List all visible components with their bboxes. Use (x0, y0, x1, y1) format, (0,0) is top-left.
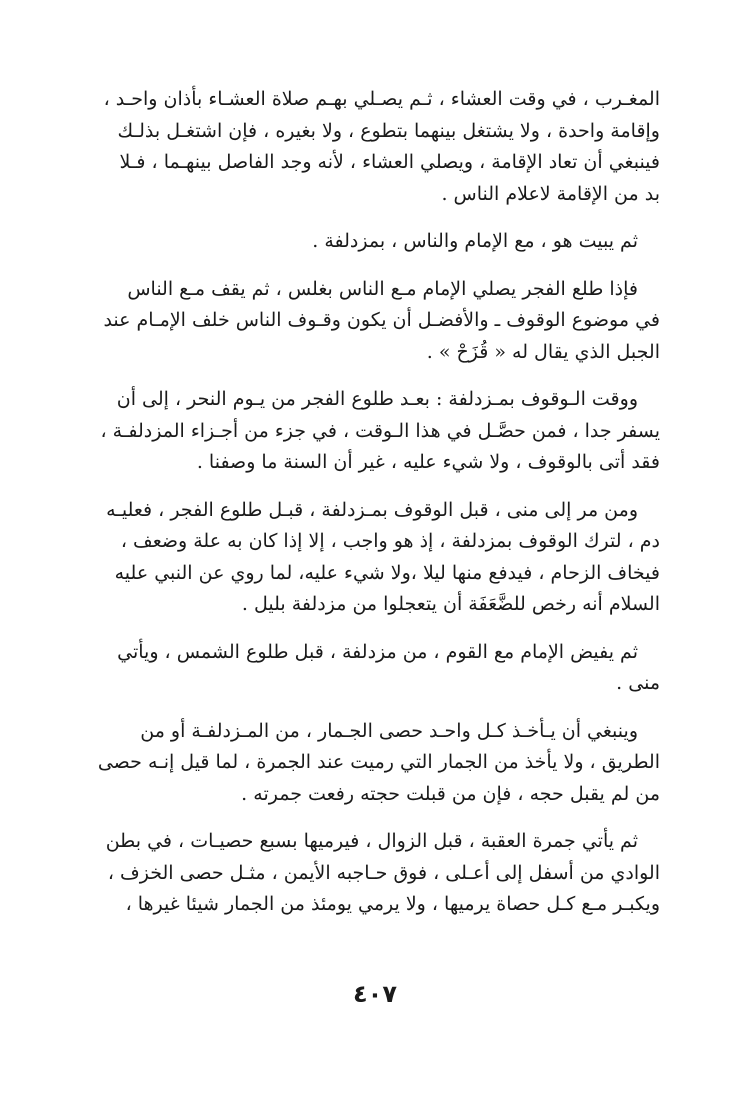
paragraph (78, 384, 660, 479)
text-line: فقد أتى بالوقوف ، ولا شيء عليه ، غير أن السنة ما وصفنا . (196, 451, 660, 473)
text-line: منى . (616, 672, 660, 694)
text-line: الوادي من أسفل إلى أعـلى ، فوق حـاجبه الأيمن ، مثـل حصى الخزف ، (107, 861, 660, 884)
paragraph (78, 495, 660, 621)
text-line: الجبل الذي يقال له « قُزَحْ » . (426, 340, 660, 363)
page-body-text (78, 84, 660, 937)
text-line: ثم يأتي جمرة العقبة ، قبل الزوال ، فيرميها بسبع حصيـات ، في بطن (105, 830, 638, 852)
paragraph (78, 826, 660, 921)
text-line: ثم يفيض الإمام مع القوم ، من مزدلفة ، قبل طلوع الشمس ، ويأتي (117, 640, 638, 663)
text-line: فإذا طلع الفجر يصلي الإمام مـع الناس بغلس ، ثم يقف مـع الناس (127, 277, 638, 300)
text-line: ووقت الـوقوف بمـزدلفة : بعـد طلوع الفجر من يـوم النحر ، إلى أن (116, 388, 638, 410)
page-number: ٤٠٧ (353, 980, 397, 1008)
text-line: المغـرب ، في وقت العشاء ، ثـم يصـلي بهـم صلاة العشـاء بأذان واحـد ، (103, 88, 660, 110)
text-line: السلام أنه رخص للضَّعَفَة أن يتعجلوا من مزدلفة بليل . (241, 593, 660, 615)
text-line: ومن مر إلى منى ، قبل الوقوف بمـزدلفة ، قبـل طلوع الفجر ، فعليـه (106, 498, 638, 521)
text-line: ثم يبيت هو ، مع الإمام والناس ، بمزدلفة . (312, 230, 638, 252)
text-line: دم ، لترك الوقوف بمزدلفة ، إذ هو واجب ، إلا إذا كان به علة وضعف ، (120, 530, 660, 552)
paragraph (78, 637, 660, 700)
text-line: بد من الإقامة لاعلام الناس . (441, 182, 660, 205)
text-line: الطريق ، ولا يأخذ من الجمار التي رميت عند الجمرة ، لما قيل إنـه حصى (97, 751, 660, 773)
text-line: ويكبـر مـع كـل حصاة يرميها ، ولا يرمي يومئذ من الجمار شيئا غيرها ، (125, 893, 660, 915)
text-line: وينبغي أن يـأخـذ كـل واحـد حصى الجـمار ، من المـزدلفـة أو من (140, 719, 638, 742)
text-line: فيخاف الزحام ، فيدفع منها ليلا ،ولا شيء عليه، لما روي عن النبي عليه (114, 561, 660, 584)
paragraph (78, 274, 660, 369)
text-line: من لم يقبل حجه ، فإن من قبلت حجته رفعت جمرته . (241, 782, 660, 805)
paragraph (78, 84, 660, 210)
text-line: فينبغي أن تعاد الإقامة ، ويصلي العشاء ، لأنه وجد الفاصل بينهـما ، فـلا (119, 151, 660, 173)
paragraph (78, 226, 660, 258)
paragraph (78, 716, 660, 811)
text-line: يسفر جدا ، فمن حصَّـل في هذا الـوقت ، في جزء من أجـزاء المزدلفـة ، (100, 419, 660, 442)
text-line: وإقامة واحدة ، ولا يشتغل بينهما بتطوع ، ولا بغيره ، فإن اشتغـل بذلـك (117, 119, 660, 142)
text-line: في موضوع الوقوف ـ والأفضـل أن يكون وقـوف الناس خلف الإمـام عند (103, 309, 660, 331)
